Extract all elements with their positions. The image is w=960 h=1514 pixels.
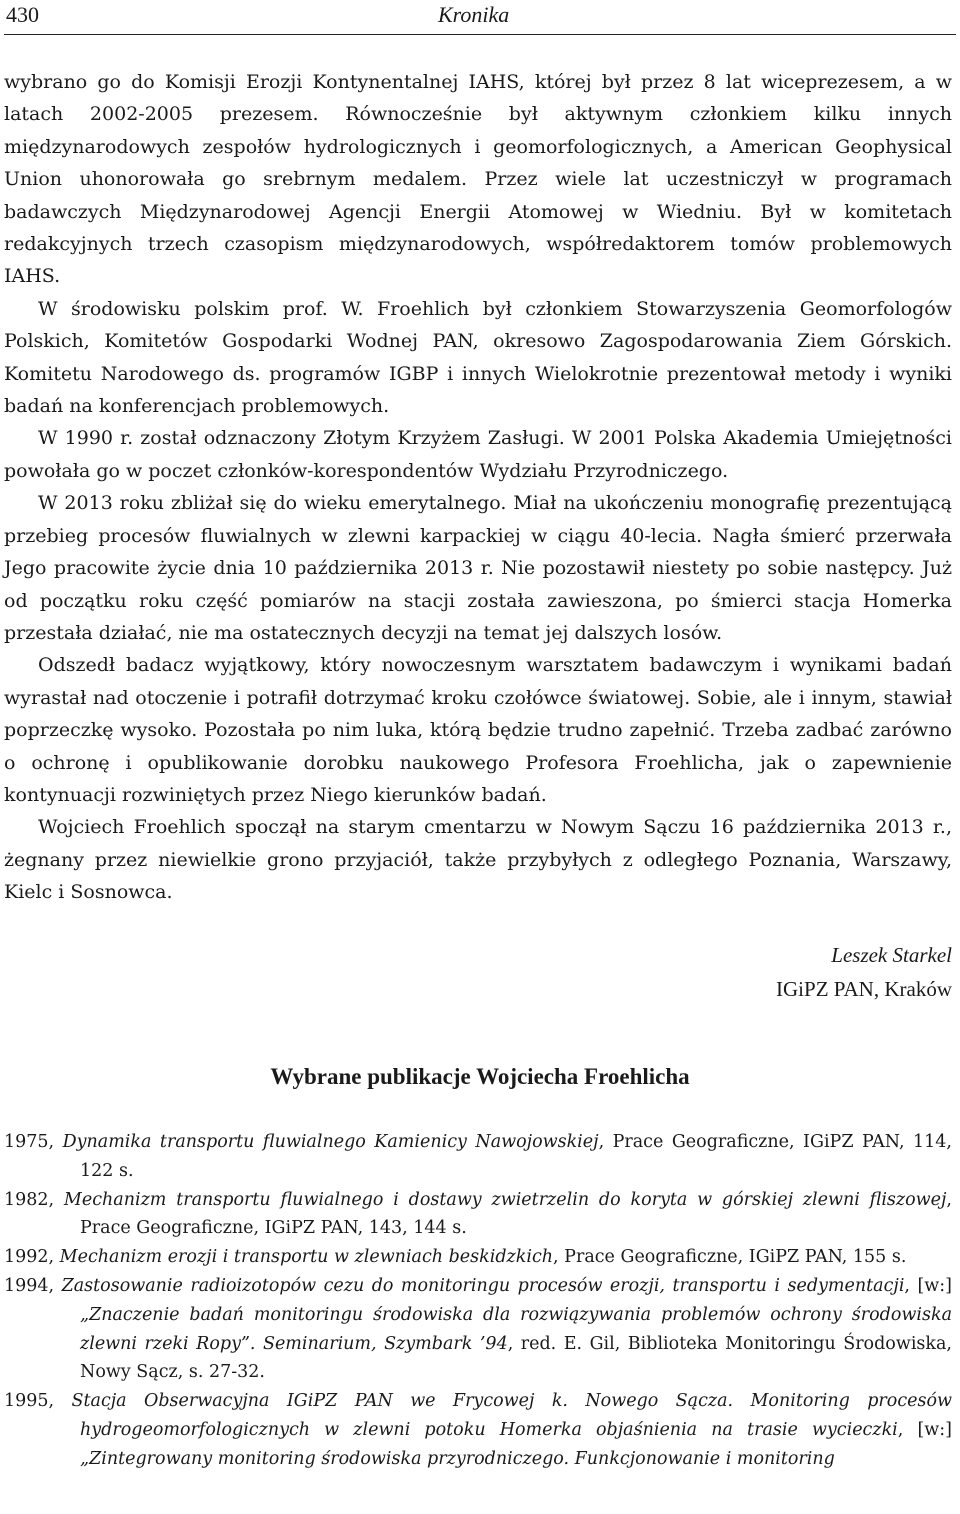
publication-series-title: „Znaczenie badań monitoringu środowiska dla rozwiązywania problemów ochrony środowiska zlewni rzeki Ropy”. Seminarium, Szymbark ’94 (80, 1304, 952, 1354)
paragraph: W 2013 roku zbliżał się do wieku emerytalnego. Miał na ukończeniu monografię prezentującą przebieg procesów fluwialnych w zlewni karpackiej w ciągu 40-lecia. Nagła śmierć przerwała Jego pracowite życie dnia 10 października 2013 r. Nie pozostawił niestety po sobie następcy. Już od początku roku część pomiarów na stacji została zawieszona, po śmierci stacja Homerka przestała działać, nie ma ostatecznych decyzji na temat jej dalszych losów. (4, 492, 952, 644)
publication-entry (4, 1243, 952, 1272)
paragraph: wybrano go do Komisji Erozji Kontynentalnej IAHS, której był przez 8 lat wiceprezesem, a w latach 2002-2005 prezesem. Równocześnie był aktywnym członkiem kilku innych międzynarodowych zespołów hydrologicznych i geomorfologicznych, a American Geophysical Union uhonorowała go srebrnym medalem. Przez wiele lat uczestniczył w programach badawczych Międzynarodowej Agencji Energii Atomowej w Wiedniu. Był w komitetach redakcyjnych trzech czasopism międzynarodowych, współredaktorem tomów problemowych IAHS. (4, 71, 952, 288)
publication-entry (4, 1387, 952, 1473)
publication-details: , red. E. Gil, Biblioteka Monitoringu Środowiska, Nowy Sącz, s. 27-32. (80, 1333, 952, 1383)
publication-details: , Prace Geograficzne, IGiPZ PAN, 143, 144 s. (80, 1189, 952, 1239)
running-header (4, 0, 956, 35)
signature-block (776, 938, 952, 1006)
running-title: Kronika (438, 2, 510, 27)
publication-list (4, 1128, 952, 1474)
publication-entry (4, 1186, 952, 1244)
publication-details: , [w:] (897, 1419, 953, 1440)
publication-details: , [w:] (904, 1275, 952, 1296)
publication-year: 1995, (4, 1391, 72, 1412)
paragraph: Wojciech Froehlich spoczął na starym cmentarzu w Nowym Sączu 16 października 2013 r., żegnany przez niewielkie grono przyjaciół, także przybyłych z odległego Poznania, Warszawy, Kielc i Sosnowca. (4, 816, 952, 904)
publication-year: 1982, (4, 1189, 64, 1210)
publication-details: , Prace Geograficzne, IGiPZ PAN, 114, 122 s. (80, 1132, 952, 1181)
publication-series-title: „Zintegrowany monitoring środowiska przyrodniczego. Funkcjonowanie i monitoring (80, 1448, 835, 1469)
publication-title: Stacja Obserwacyjna IGiPZ PAN we Frycowej k. Nowego Sącza. Monitoring procesów hydrogeomorfologicznych w zlewni potoku Homerka objaśnienia na trasie wycieczki (71, 1391, 952, 1440)
signature-affiliation: IGiPZ PAN, Kraków (776, 977, 952, 1001)
publication-title: Mechanizm erozji i transportu w zlewniach beskidzkich (59, 1247, 554, 1268)
body-text (4, 66, 952, 909)
paragraph: W środowisku polskim prof. W. Froehlich był członkiem Stowarzyszenia Geomorfologów Polskich, Komitetów Gospodarki Wodnej PAN, okresowo Zagospodarowania Ziem Górskich. Komitetu Narodowego ds. programów IGBP i innych Wielokrotnie prezentował metody i wyniki badań na konferencjach problemowych. (4, 297, 952, 418)
publication-title: Mechanizm transportu fluwialnego i dostawy zwietrzelin do koryta w górskiej zlewni fliszowej (63, 1189, 947, 1210)
publication-year: 1975, (4, 1132, 63, 1152)
publication-year: 1992, (4, 1247, 60, 1268)
signature-author: Leszek Starkel (831, 943, 952, 967)
publication-entry (4, 1128, 952, 1186)
paragraph: Odszedł badacz wyjątkowy, który nowoczesnym warsztatem badawczym i wynikami badań wyrastał nad otoczenie i potrafił dotrzymać kroku czołówce światowej. Sobie, ale i innym, stawiał poprzeczkę wysoko. Pozostała po nim luka, którą będzie trudno zapełnić. Trzeba zadbać zarówno o ochronę i opublikowanie dorobku naukowego Profesora Froehlicha, jak o zapewnienie kontynuacji rozwiniętych przez Niego kierunków badań. (4, 654, 952, 806)
paragraph: W 1990 r. został odznaczony Złotym Krzyżem Zasługi. W 2001 Polska Akademia Umiejętności powołała go w poczet członków-korespondentów Wydziału Przyrodniczego. (4, 427, 952, 482)
publication-year: 1994, (4, 1275, 62, 1296)
publication-title: Dynamika transportu fluwialnego Kamienicy Nawojowskiej (62, 1132, 599, 1152)
publication-details: , Prace Geograficzne, IGiPZ PAN, 155 s. (553, 1247, 907, 1268)
publication-title: Zastosowanie radioizotopów cezu do monitoringu procesów erozji, transportu i sedymentacji (61, 1275, 905, 1296)
page-number: 430 (6, 2, 39, 27)
section-heading: Wybrane publikacje Wojciecha Froehlicha (270, 1064, 690, 1089)
publication-entry (4, 1272, 952, 1387)
